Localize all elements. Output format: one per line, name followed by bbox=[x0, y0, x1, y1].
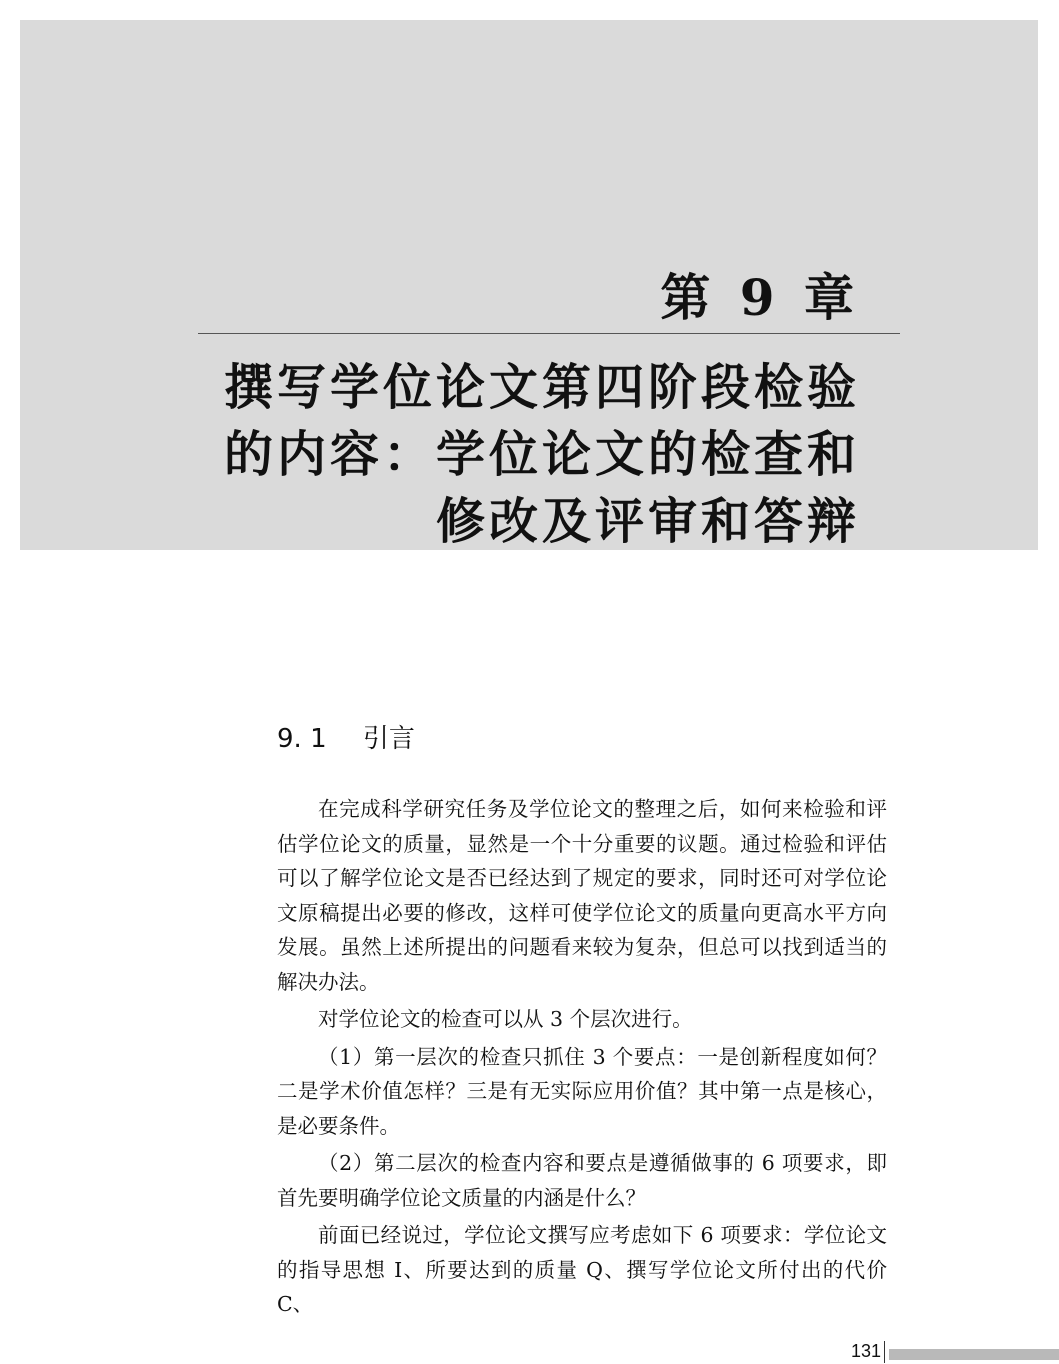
chapter-title-line: 的内容：学位论文的检查和 bbox=[223, 426, 860, 483]
section-title: 引言 bbox=[362, 724, 415, 754]
chapter-divider bbox=[198, 333, 900, 334]
footer-bar bbox=[889, 1349, 1059, 1360]
chapter-title-line: 撰写学位论文第四阶段检验 bbox=[223, 359, 860, 416]
paragraph: 对学位论文的检查可以从 3 个层次进行。 bbox=[318, 1007, 693, 1031]
paragraph: 在完成科学研究任务及学位论文的整理之后，如何来检验和评估学位论文的质量，显然是一个十分重要的议题。通过检验和评估可以了解学位论文是否已经达到了规定的要求，同时还可对学位论文原稿提出必要的修改，这样可使学位论文的质量向更高水平方向发展。虽然上述所提出的问题看来较为复杂，但总可以找到适当的解决办法。 bbox=[277, 797, 887, 994]
chapter-title-line: 修改及评审和答辩 bbox=[435, 493, 860, 550]
page-number: 131 bbox=[851, 1341, 882, 1361]
chapter-number: 第 9 章 bbox=[660, 268, 860, 327]
chapter-banner bbox=[20, 20, 1038, 550]
section-heading bbox=[277, 721, 415, 757]
section-number: 9. 1 bbox=[277, 724, 327, 754]
paragraph: 前面已经说过，学位论文撰写应考虑如下 6 项要求：学位论文的指导思想 I、所要达到的质量 Q、撰写学位论文所付出的代价 C、 bbox=[277, 1223, 887, 1316]
paragraph: （2）第二层次的检查内容和要点是遵循做事的 6 项要求，即首先要明确学位论文质量的内涵是什么？ bbox=[277, 1151, 887, 1210]
chapter-title bbox=[180, 354, 860, 555]
paragraph: （1）第一层次的检查只抓住 3 个要点：一是创新程度如何？二是学术价值怎样？三是有无实际应用价值？其中第一点是核心，是必要条件。 bbox=[277, 1044, 887, 1138]
body-text bbox=[277, 792, 887, 1325]
